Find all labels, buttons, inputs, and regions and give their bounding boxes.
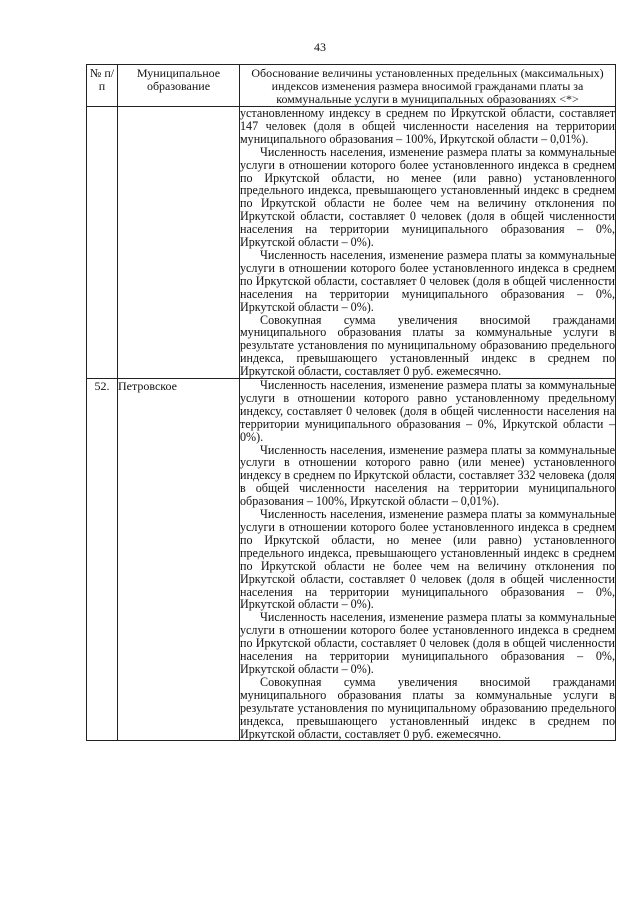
header-num: № п/п [87,65,118,107]
header-justification: Обоснование величины установленных предельных (максимальных) индексов изменения размера вносимой гражданами платы за коммунальные услуги в муниципальных образованиях <*> [240,65,616,107]
row-justification [240,379,616,741]
justification-paragraph: Численность населения, изменение размера платы за коммунальные услуги в отношении которого равно (или менее) установленного индексу в среднем по Иркутской области, составляет 332 человека (доля в общей численности населения на территории муниципального образования – 100%, Иркутской области – 0,01%). [240,442,615,509]
justification-paragraph: Численность населения, изменение размера платы за коммунальные услуги в отношении которого более установленного индекса в среднем по Иркутской области, но менее (или равно) установленного предельного индекса, превышающего установленный индекс в среднем по Иркутской области не более чем на величину отклонения по Иркутской области, составляет 0 человек (доля в общей численности населения на территории муниципального образования – 0%, Иркутской области – 0%). [240,144,615,250]
justification-paragraph: Численность населения, изменение размера платы за коммунальные услуги в отношении которого равно установленному предельному индексу, составляет 0 человек (доля в общей численности населения на территории муниципального образования – 0%, Иркутской области – 0%). [240,378,615,444]
table-row [87,379,616,741]
header-municipality: Муниципальное образование [118,65,240,107]
justification-paragraph: Численность населения, изменение размера платы за коммунальные услуги в отношении которого более установленного индекса в среднем по Иркутской области, составляет 0 человек (доля в общей численности населения на территории муниципального образования – 0%, Иркутской области – 0%). [240,247,615,314]
row-number [87,107,118,379]
row-justification [240,107,616,379]
justification-paragraph: Совокупная сумма увеличения вносимой гражданами муниципального образования платы за коммунальные услуги в результате установления по муниципальному образованию предельного индекса, превышающего установленный индекс в среднем по Иркутской области, составляет 0 руб. ежемесячно. [240,312,615,379]
justification-paragraph: установленному индексу в среднем по Иркутской области, составляет 147 человек (доля в общей численности населения на территории муниципального образования – 100%, Иркутской области – 0,01%). [240,106,615,146]
row-municipality: Петровское [118,379,240,741]
row-number: 52. [87,379,118,741]
table-row [87,107,616,379]
page-number: 43 [314,40,326,54]
justification-paragraph: Численность населения, изменение размера платы за коммунальные услуги в отношении которого более установленного индекса в среднем по Иркутской области, составляет 0 человек (доля в общей численности населения на территории муниципального образования – 0%, Иркутской области – 0%). [240,610,615,676]
justification-table [86,64,616,741]
justification-paragraph: Численность населения, изменение размера платы за коммунальные услуги в отношении которого более установленного индекса в среднем по Иркутской области, но менее (или равно) установленного предельного индекса, превышающего установленный индекс в среднем по Иркутской области не более чем на величину отклонения по Иркутской области, составляет 0 человек (доля в общей численности населения на территории муниципального образования – 0%, Иркутской области – 0%). [240,507,615,612]
justification-paragraph: Совокупная сумма увеличения вносимой гражданами муниципального образования платы за коммунальные услуги в результате установления по муниципальному образованию предельного индекса, превышающего установленный индекс в среднем по Иркутской области, составляет 0 руб. ежемесячно. [240,674,615,741]
table-header-row [87,65,616,107]
row-municipality [118,107,240,379]
